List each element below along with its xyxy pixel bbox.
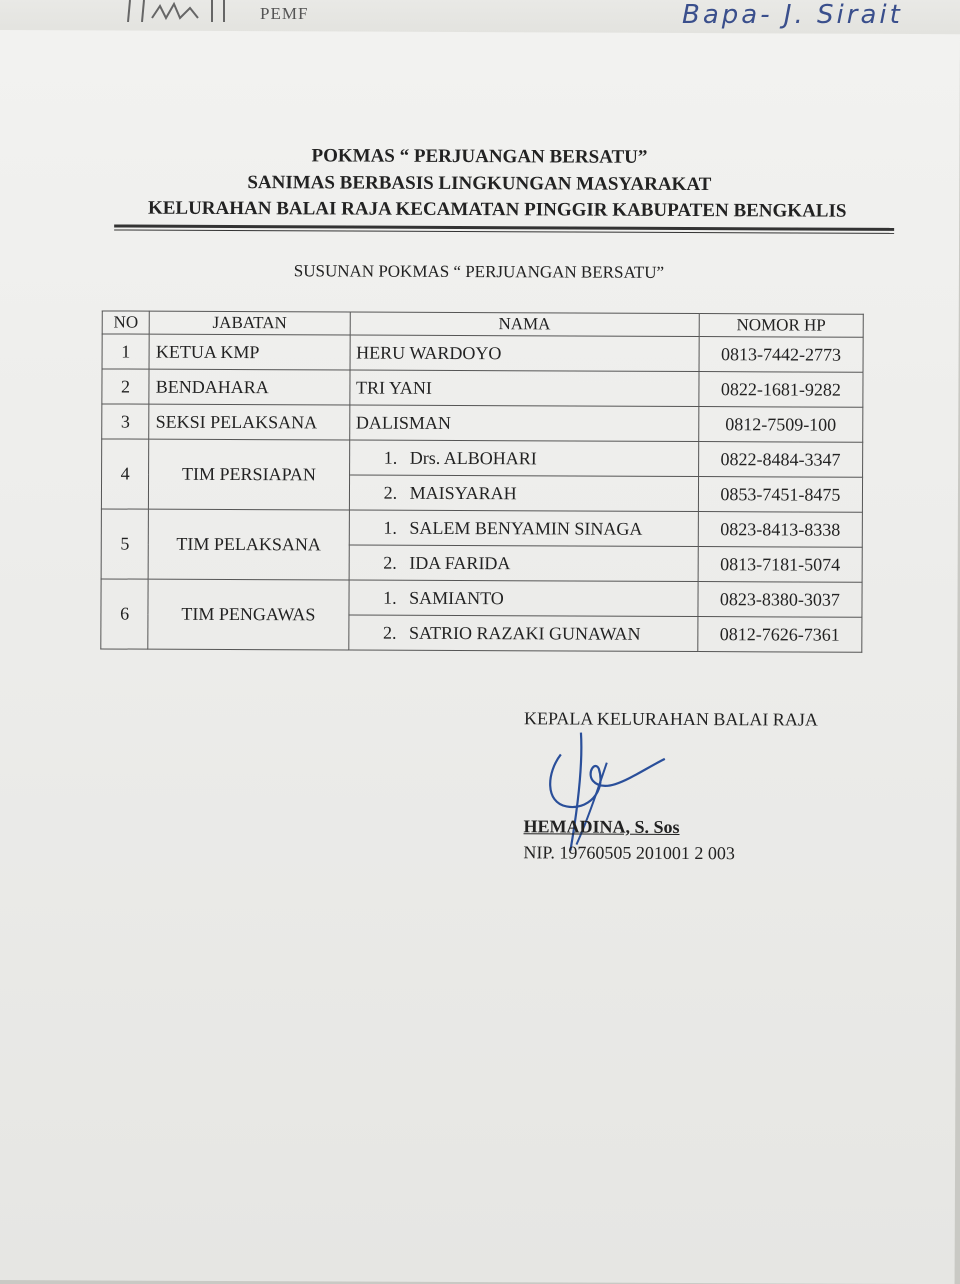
member-hp: 0823-8380-3037 — [698, 582, 862, 618]
table-row — [102, 404, 863, 442]
member-name: SALEM BENYAMIN SINAGA — [409, 517, 643, 539]
row-no: 6 — [101, 579, 149, 649]
member-number: 2. — [382, 622, 397, 643]
member-name: SAMIANTO — [409, 587, 504, 608]
member-hp: 0823-8413-8338 — [698, 512, 862, 548]
member-hp: 0812-7626-7361 — [698, 617, 862, 653]
row-no: 3 — [102, 404, 149, 439]
row-jabatan: KETUA KMP — [149, 334, 349, 370]
signature-block — [523, 708, 818, 864]
member-nama — [349, 475, 698, 512]
member-number: 1. — [383, 517, 397, 538]
member-name: SATRIO RAZAKI GUNAWAN — [408, 622, 641, 644]
row-no: 1 — [102, 334, 149, 369]
row-jabatan: TIM PENGAWAS — [148, 579, 349, 650]
member-name: MAISYARAH — [409, 482, 517, 503]
member-name: Drs. ALBOHARI — [409, 447, 537, 468]
col-header-jabatan: JABATAN — [149, 311, 349, 335]
table-row — [101, 509, 862, 547]
header-line-3: KELURAHAN BALAI RAJA KECAMATAN PINGGIR KABUPATEN BENGKALIS — [147, 197, 847, 222]
member-nama — [348, 615, 697, 652]
handwritten-note: Bapa- J. Sirait — [682, 0, 903, 30]
member-number: 1. — [383, 587, 397, 608]
row-no: 2 — [102, 369, 149, 404]
member-nama — [349, 545, 698, 582]
table-header-row — [102, 311, 863, 337]
member-hp: 0822-8484-3347 — [698, 442, 862, 478]
row-jabatan: SEKSI PELAKSANA — [149, 404, 349, 440]
table-row — [101, 579, 862, 617]
row-jabatan: TIM PELAKSANA — [148, 509, 349, 580]
col-header-no: NO — [102, 311, 149, 334]
member-name: IDA FARIDA — [409, 552, 511, 573]
signatory-title: KEPALA KELURAHAN BALAI RAJA — [523, 708, 818, 730]
header-line-1: POKMAS “ PERJUANGAN BERSATU” — [311, 145, 648, 168]
member-nama — [349, 580, 698, 617]
back-sheet-header-fragment: PEMF — [260, 4, 309, 23]
signatory-name: HEMADINA, S. Sos — [523, 816, 680, 837]
row-jabatan: TIM PERSIAPAN — [149, 439, 350, 510]
member-hp: 0813-7181-5074 — [698, 547, 862, 583]
row-hp: 0813-7442-2773 — [699, 337, 863, 373]
member-nama — [349, 440, 698, 477]
row-jabatan: BENDAHARA — [149, 369, 349, 405]
table-row — [102, 334, 863, 372]
row-nama: HERU WARDOYO — [350, 335, 699, 372]
row-hp: 0822-1681-9282 — [699, 372, 863, 408]
row-nama: DALISMAN — [349, 405, 698, 442]
member-nama — [349, 510, 698, 547]
col-header-nama: NAMA — [350, 312, 699, 337]
document-subtitle: SUSUNAN POKMAS “ PERJUANGAN BERSATU” — [293, 261, 665, 282]
member-number: 2. — [383, 482, 398, 503]
row-no: 5 — [101, 509, 149, 579]
member-table — [100, 310, 863, 652]
member-number: 2. — [383, 552, 397, 573]
row-nama: TRI YANI — [349, 370, 698, 407]
row-hp: 0812-7509-100 — [699, 407, 863, 443]
document-page — [0, 30, 960, 1284]
signatory-nip: NIP. 19760505 201001 2 003 — [523, 842, 735, 864]
row-no: 4 — [101, 439, 149, 509]
member-number: 1. — [383, 447, 398, 468]
header-line-2: SANIMAS BERBASIS LINGKUNGAN MASYARAKAT — [247, 172, 712, 196]
table-row — [102, 439, 863, 477]
col-header-hp: NOMOR HP — [699, 314, 863, 338]
stamp-fragment — [120, 0, 230, 22]
table-row — [102, 369, 863, 407]
member-hp: 0853-7451-8475 — [698, 477, 862, 513]
